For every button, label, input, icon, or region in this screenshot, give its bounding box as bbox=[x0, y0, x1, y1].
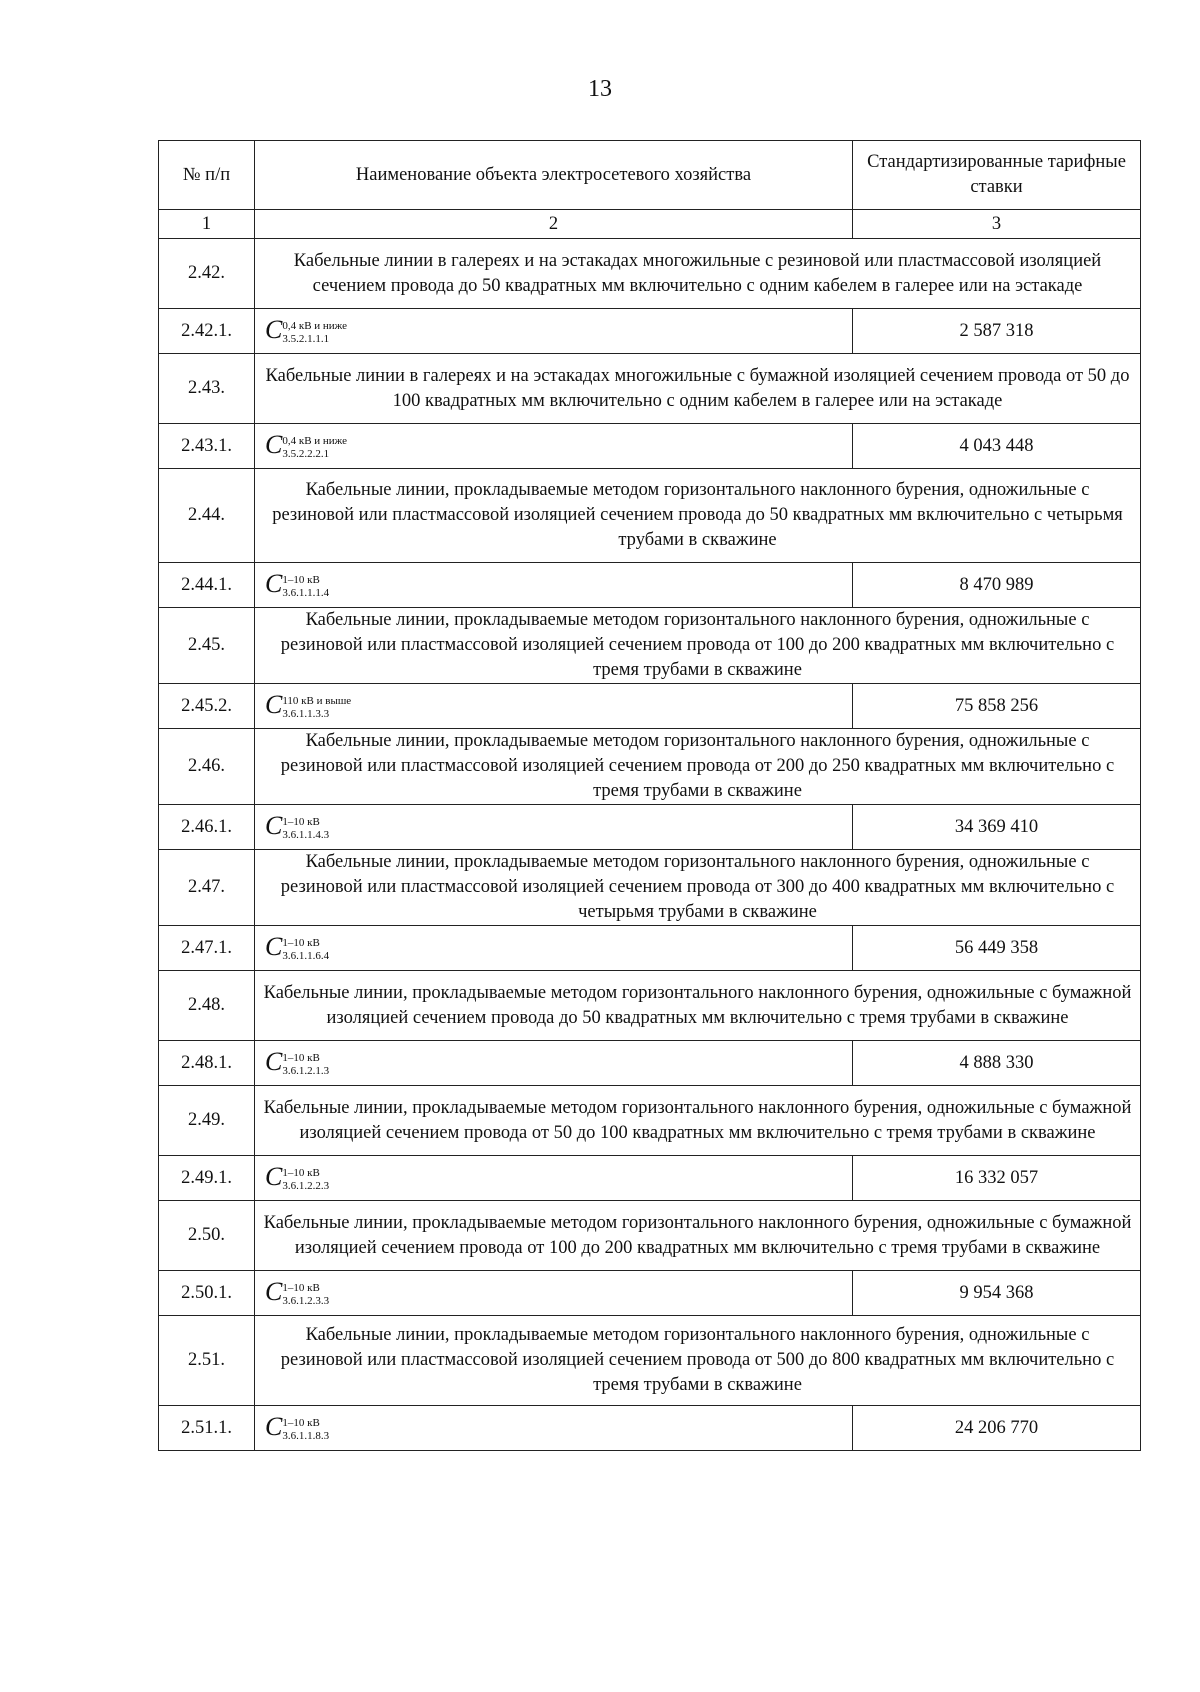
row-number: 2.42. bbox=[159, 239, 255, 309]
row-number: 2.46. bbox=[159, 729, 255, 805]
row-description: Кабельные линии, прокладываемые методом горизонтального наклонного бурения, одножильные с бумажной изоляцией сечением провода от 100 до 200 квадратных мм включительно с тремя трубами в скважине bbox=[255, 1201, 1141, 1271]
voltage-superscript: 1–10 кВ bbox=[282, 1167, 320, 1180]
row-description: Кабельные линии, прокладываемые методом горизонтального наклонного бурения, одножильные с резиновой или пластмассовой изоляцией сечением провода от 500 до 800 квадратных мм включительно с тремя трубами в скважине bbox=[255, 1316, 1141, 1406]
row-number: 2.47. bbox=[159, 850, 255, 926]
tariff-value: 4 043 448 bbox=[853, 424, 1141, 469]
row-number: 2.48. bbox=[159, 971, 255, 1041]
table-row bbox=[159, 805, 1141, 850]
voltage-superscript: 0,4 кВ и ниже bbox=[282, 320, 348, 333]
item-number: 2.44.1. bbox=[159, 563, 255, 608]
tariff-value: 56 449 358 bbox=[853, 926, 1141, 971]
row-number: 2.49. bbox=[159, 1086, 255, 1156]
table-row bbox=[159, 1156, 1141, 1201]
item-number: 2.46.1. bbox=[159, 805, 255, 850]
row-description: Кабельные линии, прокладываемые методом горизонтального наклонного бурения, одножильные с резиновой или пластмассовой изоляцией сечением провода от 300 до 400 квадратных мм включительно с четырьмя трубами в скважине bbox=[255, 850, 1141, 926]
row-description: Кабельные линии, прокладываемые методом горизонтального наклонного бурения, одножильные с бумажной изоляцией сечением провода до 50 квадратных мм включительно с тремя трубами в скважине bbox=[255, 971, 1141, 1041]
item-number: 2.51.1. bbox=[159, 1406, 255, 1451]
table-row bbox=[159, 850, 1141, 926]
item-number: 2.50.1. bbox=[159, 1271, 255, 1316]
row-description: Кабельные линии, прокладываемые методом горизонтального наклонного бурения, одножильные с резиновой или пластмассовой изоляцией сечением провода от 100 до 200 квадратных мм включительно с тремя трубами в скважине bbox=[255, 608, 1141, 684]
code-subscript: 3.6.1.1.8.3 bbox=[282, 1430, 330, 1443]
table-row bbox=[159, 424, 1141, 469]
tariff-symbol: C bbox=[265, 1276, 282, 1306]
table-row bbox=[159, 1406, 1141, 1451]
table-row bbox=[159, 239, 1141, 309]
tariff-formula bbox=[255, 1156, 853, 1201]
table-row bbox=[159, 729, 1141, 805]
table-row bbox=[159, 563, 1141, 608]
tariff-symbol: C bbox=[265, 1411, 282, 1441]
code-subscript: 3.5.2.2.2.1 bbox=[282, 448, 330, 461]
voltage-superscript: 1–10 кВ bbox=[282, 816, 320, 829]
table-row bbox=[159, 971, 1141, 1041]
tariff-value: 75 858 256 bbox=[853, 684, 1141, 729]
tariff-formula bbox=[255, 563, 853, 608]
tariff-symbol: C bbox=[265, 689, 282, 719]
row-number: 2.43. bbox=[159, 354, 255, 424]
code-subscript: 3.6.1.1.1.4 bbox=[282, 587, 330, 600]
row-number: 2.50. bbox=[159, 1201, 255, 1271]
code-subscript: 3.6.1.2.1.3 bbox=[282, 1065, 330, 1078]
tariff-formula bbox=[255, 1271, 853, 1316]
table-row bbox=[159, 1086, 1141, 1156]
page-number: 13 bbox=[588, 76, 612, 102]
voltage-superscript: 110 кВ и выше bbox=[282, 695, 352, 708]
column-number-2: 2 bbox=[255, 210, 853, 239]
tariff-formula bbox=[255, 309, 853, 354]
table-row bbox=[159, 469, 1141, 563]
voltage-superscript: 1–10 кВ bbox=[282, 1282, 320, 1295]
voltage-superscript: 1–10 кВ bbox=[282, 574, 320, 587]
item-number: 2.43.1. bbox=[159, 424, 255, 469]
item-number: 2.49.1. bbox=[159, 1156, 255, 1201]
table-row bbox=[159, 684, 1141, 729]
tariff-formula bbox=[255, 684, 853, 729]
table-row bbox=[159, 1201, 1141, 1271]
header-number: № п/п bbox=[159, 141, 255, 210]
tariff-value: 4 888 330 bbox=[853, 1041, 1141, 1086]
tariff-value: 9 954 368 bbox=[853, 1271, 1141, 1316]
row-description: Кабельные линии, прокладываемые методом горизонтального наклонного бурения, одножильные с резиновой или пластмассовой изоляцией сечением провода до 50 квадратных мм включительно с четырьмя трубами в скважине bbox=[255, 469, 1141, 563]
item-number: 2.47.1. bbox=[159, 926, 255, 971]
column-number-1: 1 bbox=[159, 210, 255, 239]
table-row bbox=[159, 354, 1141, 424]
row-description: Кабельные линии в галереях и на эстакадах многожильные с бумажной изоляцией сечением провода от 50 до 100 квадратных мм включительно с одним кабелем в галерее или на эстакаде bbox=[255, 354, 1141, 424]
table-row bbox=[159, 926, 1141, 971]
code-subscript: 3.6.1.1.4.3 bbox=[282, 829, 330, 842]
tariff-value: 34 369 410 bbox=[853, 805, 1141, 850]
tariff-symbol: C bbox=[265, 810, 282, 840]
tariff-symbol: C bbox=[265, 1046, 282, 1076]
tariff-formula bbox=[255, 1406, 853, 1451]
tariff-symbol: C bbox=[265, 429, 282, 459]
item-number: 2.42.1. bbox=[159, 309, 255, 354]
table-row bbox=[159, 309, 1141, 354]
table-row bbox=[159, 1041, 1141, 1086]
row-number: 2.44. bbox=[159, 469, 255, 563]
tariff-value: 8 470 989 bbox=[853, 563, 1141, 608]
header-object-name: Наименование объекта электросетевого хозяйства bbox=[255, 141, 853, 210]
item-number: 2.45.2. bbox=[159, 684, 255, 729]
tariff-formula bbox=[255, 424, 853, 469]
column-number-row bbox=[159, 210, 1141, 239]
tariff-symbol: C bbox=[265, 931, 282, 961]
header-tariff-rates: Стандартизированные тарифные ставки bbox=[853, 141, 1141, 210]
code-subscript: 3.6.1.1.6.4 bbox=[282, 950, 330, 963]
row-number: 2.51. bbox=[159, 1316, 255, 1406]
item-number: 2.48.1. bbox=[159, 1041, 255, 1086]
table-row bbox=[159, 1316, 1141, 1406]
tariff-symbol: C bbox=[265, 568, 282, 598]
row-description: Кабельные линии, прокладываемые методом горизонтального наклонного бурения, одножильные с бумажной изоляцией сечением провода от 50 до 100 квадратных мм включительно с тремя трубами в скважине bbox=[255, 1086, 1141, 1156]
row-number: 2.45. bbox=[159, 608, 255, 684]
tariff-symbol: C bbox=[265, 314, 282, 344]
code-subscript: 3.6.1.2.2.3 bbox=[282, 1180, 330, 1193]
voltage-superscript: 0,4 кВ и ниже bbox=[282, 435, 348, 448]
column-number-3: 3 bbox=[853, 210, 1141, 239]
tariff-value: 24 206 770 bbox=[853, 1406, 1141, 1451]
code-subscript: 3.6.1.1.3.3 bbox=[282, 708, 330, 721]
tariff-symbol: C bbox=[265, 1161, 282, 1191]
code-subscript: 3.6.1.2.3.3 bbox=[282, 1295, 330, 1308]
table-header-row bbox=[159, 141, 1141, 210]
voltage-superscript: 1–10 кВ bbox=[282, 937, 320, 950]
tariff-value: 16 332 057 bbox=[853, 1156, 1141, 1201]
table-row bbox=[159, 608, 1141, 684]
row-description: Кабельные линии, прокладываемые методом горизонтального наклонного бурения, одножильные с резиновой или пластмассовой изоляцией сечением провода от 200 до 250 квадратных мм включительно с тремя трубами в скважине bbox=[255, 729, 1141, 805]
voltage-superscript: 1–10 кВ bbox=[282, 1417, 320, 1430]
tariff-formula bbox=[255, 805, 853, 850]
tariff-value: 2 587 318 bbox=[853, 309, 1141, 354]
table-row bbox=[159, 1271, 1141, 1316]
code-subscript: 3.5.2.1.1.1 bbox=[282, 333, 330, 346]
voltage-superscript: 1–10 кВ bbox=[282, 1052, 320, 1065]
tariff-table bbox=[158, 140, 1141, 1451]
row-description: Кабельные линии в галереях и на эстакадах многожильные с резиновой или пластмассовой изоляцией сечением провода до 50 квадратных мм включительно с одним кабелем в галерее или на эстакаде bbox=[255, 239, 1141, 309]
tariff-formula bbox=[255, 926, 853, 971]
tariff-formula bbox=[255, 1041, 853, 1086]
